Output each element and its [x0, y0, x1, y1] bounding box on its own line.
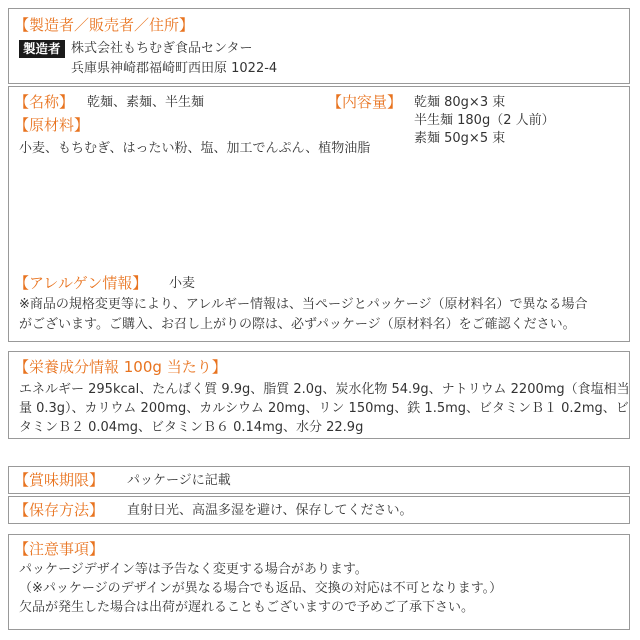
nutrition-line: タミンＢ２ 0.04mg、ビタミンＢ６ 0.14mg、水分 22.9g	[19, 420, 364, 435]
notes-panel	[8, 534, 630, 630]
shelf-life-heading: 【賞味期限】	[14, 471, 105, 489]
contents-line: 半生麺 180g（2 人前）	[414, 113, 555, 128]
company-address: 兵庫県神崎郡福崎町西田原 1022-4	[71, 61, 278, 76]
nutrition-line: 量 0.3g）、カリウム 200mg、カルシウム 20mg、リン 150mg、鉄 1.5mg、ビタミンＢ１ 0.2mg、ビ	[19, 401, 629, 416]
manufacturer-heading: 【製造者／販売者／住所】	[14, 16, 195, 34]
shelf-life-value: パッケージに記載	[127, 473, 231, 488]
nutrition-line: エネルギー 295kcal、たんぱく質 9.9g、脂質 2.0g、炭水化物 54.9g、ナトリウム 2200mg（食塩相当	[19, 382, 630, 397]
storage-value: 直射日光、高温多湿を避け、保存してください。	[127, 503, 413, 518]
storage-panel	[8, 496, 630, 524]
notes-line: （※パッケージのデザインが異なる場合でも返品、交換の対応は不可となります。）	[19, 581, 503, 596]
storage-heading: 【保存方法】	[14, 501, 105, 519]
contents-line: 素麺 50g×5 束	[414, 131, 506, 146]
allergy-note-line: ※商品の規格変更等により、アレルギー情報は、当ページとパッケージ（原材料名）で異なる場合	[19, 297, 588, 312]
nutrition-heading: 【栄養成分情報 100g 当たり】	[14, 358, 227, 376]
ingredients-value: 小麦、もちむぎ、はったい粉、塩、加工でんぷん、植物油脂	[19, 141, 371, 156]
product-panel	[8, 86, 630, 342]
notes-heading: 【注意事項】	[14, 540, 105, 558]
allergy-note-line: がございます。ご購入、お召し上がりの際は、必ずパッケージ（原材料名）をご確認ください。	[19, 317, 576, 332]
allergy-heading: 【アレルゲン情報】	[14, 274, 148, 292]
shelf-life-panel	[8, 466, 630, 494]
nutrition-panel	[8, 351, 630, 439]
notes-line: 欠品が発生した場合は出荷が遅れることもございますので予めご了承下さい。	[19, 600, 475, 615]
ingredients-heading: 【原材料】	[14, 116, 90, 134]
maker-badge: 製造者	[19, 40, 65, 58]
name-heading: 【名称】	[14, 93, 75, 111]
name-value: 乾麺、素麺、半生麺	[87, 95, 205, 110]
notes-line: パッケージデザイン等は予告なく変更する場合があります。	[19, 562, 368, 577]
company-name: 株式会社もちむぎ食品センター	[71, 41, 253, 56]
contents-heading: 【内容量】	[327, 93, 403, 111]
contents-line: 乾麺 80g×3 束	[414, 95, 506, 110]
allergy-value: 小麦	[169, 276, 196, 291]
manufacturer-panel	[8, 8, 630, 84]
